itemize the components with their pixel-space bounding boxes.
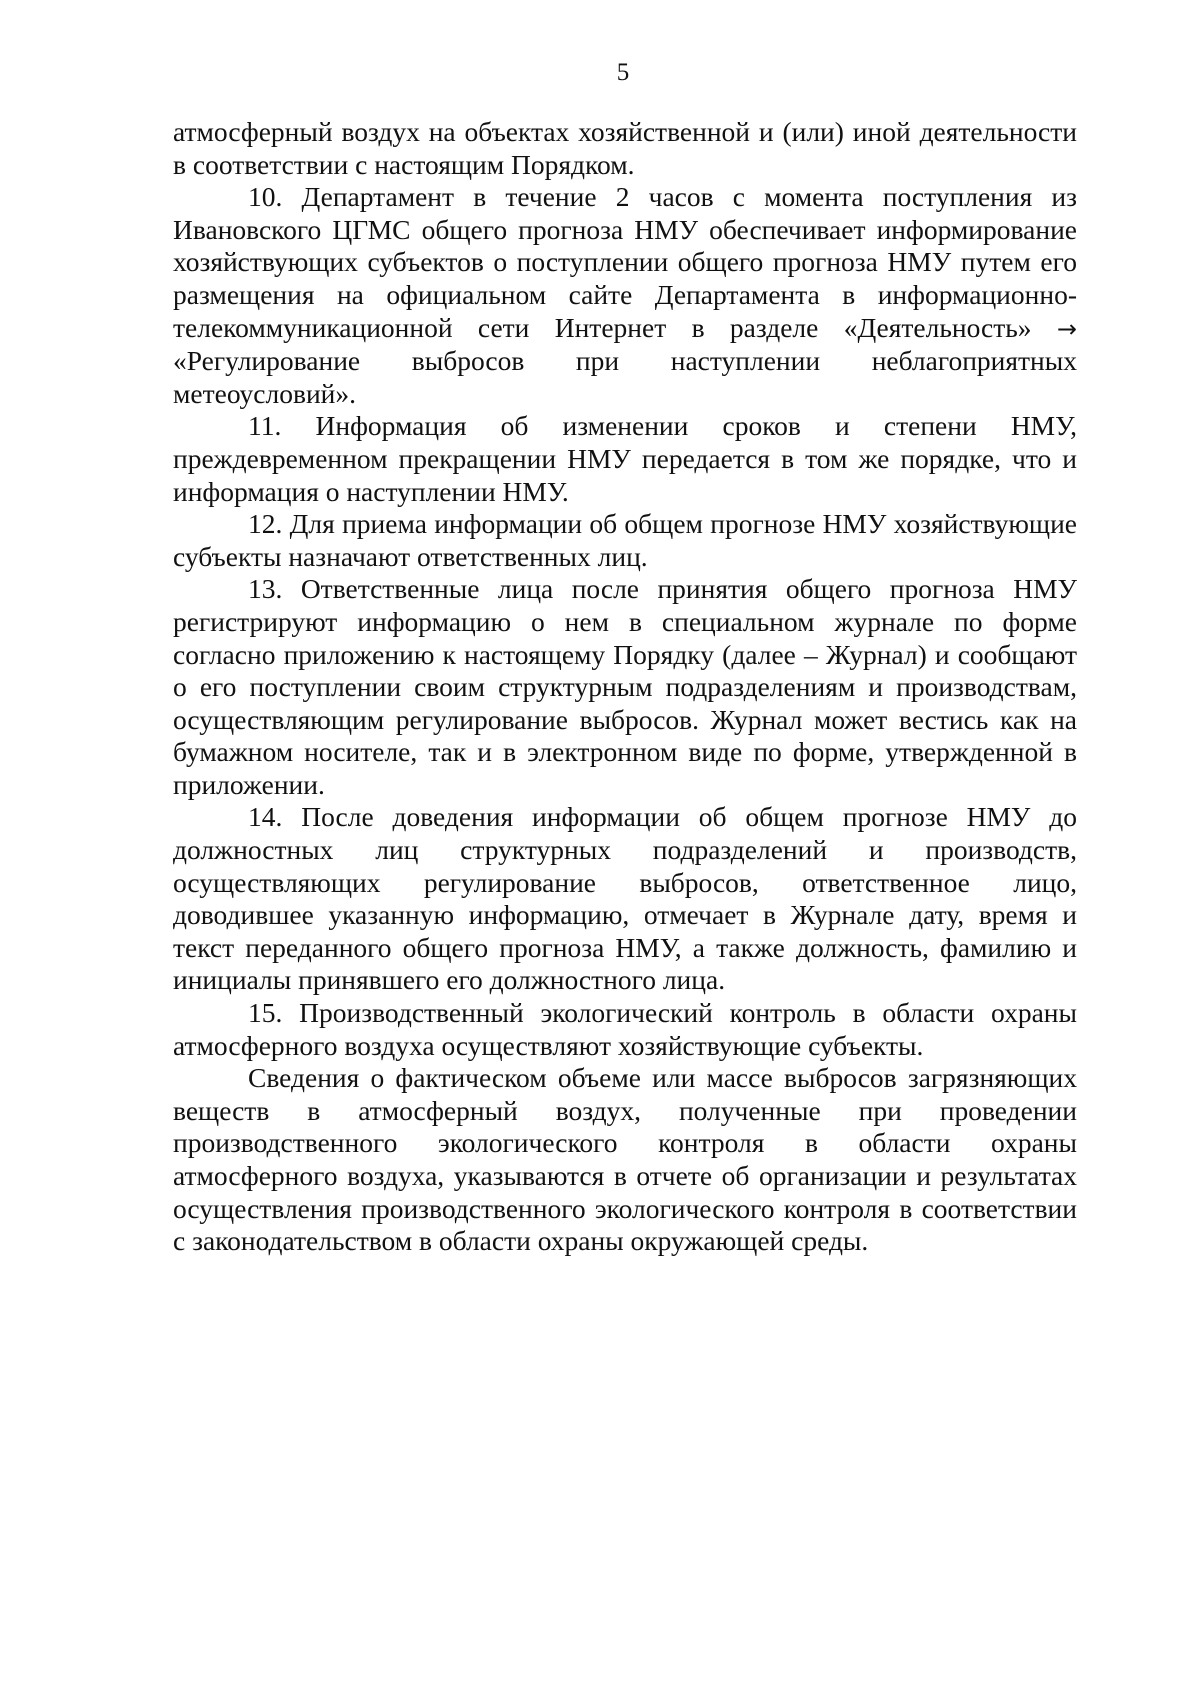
- paragraph-15: 15. Производственный экологический контроль в области охраны атмосферного воздуха осуществляют хозяйствующие субъекты.: [173, 997, 1077, 1061]
- paragraph-10-section-name: «Регулирование выбросов при наступлении неблагоприятных метеоусловий».: [173, 345, 1077, 409]
- paragraph-13: 13. Ответственные лица после принятия общего прогноза НМУ регистрируют информацию о нем в специальном журнале по форме согласно приложению к настоящему Порядку (далее – Журнал) и сообщают о его поступлении своим структурным подразделениям и производствам, осуществляющим регулирование выбросов. Журнал может вестись как на бумажном носителе, так и в электронном виде по форме, утвержденной в приложении.: [173, 573, 1077, 800]
- paragraph-continuation: атмосферный воздух на объектах хозяйственной и (или) иной деятельности в соответствии с настоящим Порядком.: [173, 116, 1077, 180]
- page-number: 5: [616, 59, 630, 86]
- paragraph-10: [173, 181, 1077, 410]
- arrow-right-icon: →: [1056, 314, 1077, 343]
- document-body: [173, 116, 1077, 1258]
- paragraph-12: 12. Для приема информации об общем прогнозе НМУ хозяйствующие субъекты назначают ответственных лиц.: [173, 508, 1077, 572]
- paragraph-15-details: Сведения о фактическом объеме или массе выбросов загрязняющих веществ в атмосферный воздух, полученные при проведении производственного экологического контроля в области охраны атмосферного воздуха, указываются в отчете об организации и результатах осуществления производственного экологического контроля в соответствии с законодательством в области охраны окружающей среды.: [173, 1062, 1077, 1257]
- paragraph-11: 11. Информация об изменении сроков и степени НМУ, преждевременном прекращении НМУ передается в том же порядке, что и информация о наступлении НМУ.: [173, 410, 1077, 507]
- paragraph-14: 14. После доведения информации об общем прогнозе НМУ до должностных лиц структурных подразделений и производств, осуществляющих регулирование выбросов, ответственное лицо, доводившее указанную информацию, отмечает в Журнале дату, время и текст переданного общего прогноза НМУ, а также должность, фамилию и инициалы принявшего его должностного лица.: [173, 801, 1077, 996]
- paragraph-10-text: 10. Департамент в течение 2 часов с момента поступления из Ивановского ЦГМС общего прогноза НМУ обеспечивает информирование хозяйствующих субъектов о поступлении общего прогноза НМУ путем его размещения на официальном сайте Департамента в информационно-телекоммуникационной сети Интернет в разделе «Деятельность»: [173, 181, 1077, 343]
